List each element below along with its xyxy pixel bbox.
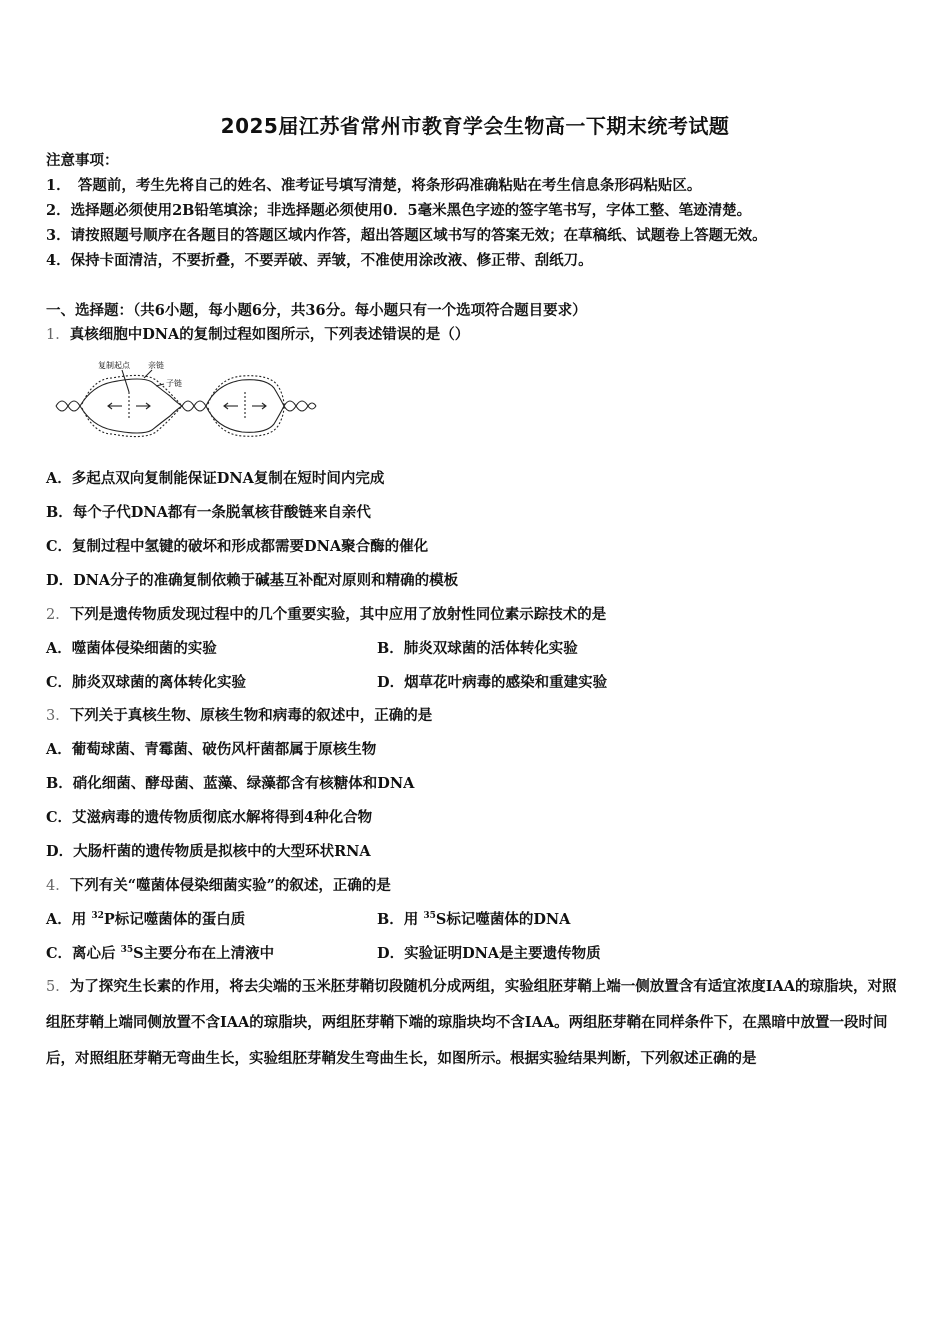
question-number: 5． xyxy=(46,979,70,995)
question-5-stem xyxy=(46,969,908,1077)
notice-item-4: 4．保持卡面清洁，不要折叠，不要弄破、弄皱，不准使用涂改液、修正带、刮纸刀。 xyxy=(46,252,593,269)
q4-option-b: B．用 $^{35}$S标记噬菌体的DNA xyxy=(377,911,571,928)
question-3-stem xyxy=(46,706,432,726)
question-number: 2． xyxy=(46,607,70,623)
q1-option-a: A．多起点双向复制能保证DNA复制在短时间内完成 xyxy=(46,470,385,487)
question-number: 4． xyxy=(46,878,70,894)
label-origin: 复制起点 xyxy=(98,361,130,370)
q1-option-b: B．每个子代DNA都有一条脱氧核苷酸链来自亲代 xyxy=(46,504,371,521)
question-text: 真核细胞中DNA的复制过程如图所示，下列表述错误的是（） xyxy=(69,326,470,343)
question-2-stem xyxy=(46,605,606,625)
q4-option-c: C．离心后 $^{35}$S主要分布在上清液中 xyxy=(46,945,275,962)
q3-option-c: C．艾滋病毒的遗传物质彻底水解将得到4种化合物 xyxy=(46,809,373,826)
q3-option-b: B．硝化细菌、酵母菌、蓝藻、绿藻都含有核糖体和DNA xyxy=(46,775,415,792)
section-heading: 一、选择题：（共6小题，每小题6分，共36分。每小题只有一个选项符合题目要求） xyxy=(46,302,587,319)
page-title: 2025届江苏省常州市教育学会生物高一下期末统考试题 xyxy=(220,114,730,138)
dna-replication-figure xyxy=(52,356,322,446)
question-text: 下列关于真核生物、原核生物和病毒的叙述中，正确的是 xyxy=(69,707,433,724)
notice-item-3: 3．请按照题号顺序在各题目的答题区域内作答，超出答题区域书写的答案无效；在草稿纸、试题卷上答题无效。 xyxy=(46,227,767,244)
q4-option-d: D．实验证明DNA是主要遗传物质 xyxy=(377,945,601,962)
question-text: 下列有关“噬菌体侵染细菌实验”的叙述，正确的是 xyxy=(69,877,391,894)
q3-option-d: D．大肠杆菌的遗传物质是拟核中的大型环状RNA xyxy=(46,843,371,860)
q3-option-a: A．葡萄球菌、青霉菌、破伤风杆菌都属于原核生物 xyxy=(46,741,377,758)
q2-option-d: D．烟草花叶病毒的感染和重建实验 xyxy=(377,674,608,691)
question-number: 1． xyxy=(46,327,70,343)
q1-option-d: D．DNA分子的准确复制依赖于碱基互补配对原则和精确的模板 xyxy=(46,572,459,589)
notice-item-1: 1． 答题前，考生先将自己的姓名、准考证号填写清楚，将条形码准确粘贴在考生信息条形码粘贴区。 xyxy=(46,177,702,194)
q2-option-a: A．噬菌体侵染细菌的实验 xyxy=(46,640,217,657)
label-parent-strand: 亲链 xyxy=(148,361,164,370)
q4-option-a: A．用 $^{32}$P标记噬菌体的蛋白质 xyxy=(46,911,246,928)
question-text: 下列是遗传物质发现过程中的几个重要实验，其中应用了放射性同位素示踪技术的是 xyxy=(69,606,607,623)
q2-option-b: B．肺炎双球菌的活体转化实验 xyxy=(377,640,578,657)
question-number: 3． xyxy=(46,708,70,724)
question-4-stem xyxy=(46,876,391,896)
question-text: 为了探究生长素的作用，将去尖端的玉米胚芽鞘切段随机分成两组，实验组胚芽鞘上端一侧放置含有适宜浓度IAA的琼脂块，对照组胚芽鞘上端同侧放置不含IAA的琼脂块，两组胚芽鞘下端的琼脂块均不含IAA。两组胚芽鞘在同样条件下，在黑暗中放置一段时间后，对照组胚芽鞘无弯曲生长，实验组胚芽鞘发生弯曲生长，如图所示。根据实验结果判断，下列叙述正确的是 xyxy=(46,978,897,1067)
q1-option-c: C．复制过程中氢键的破坏和形成都需要DNA聚合酶的催化 xyxy=(46,538,429,555)
question-1-stem xyxy=(46,325,469,345)
label-daughter-strand: 子链 xyxy=(166,379,182,388)
notice-heading: 注意事项： xyxy=(46,152,119,169)
q2-option-c: C．肺炎双球菌的离体转化实验 xyxy=(46,674,247,691)
notice-item-2: 2．选择题必须使用2B铅笔填涂；非选择题必须使用0．5毫米黑色字迹的签字笔书写，字体工整、笔迹清楚。 xyxy=(46,202,752,219)
